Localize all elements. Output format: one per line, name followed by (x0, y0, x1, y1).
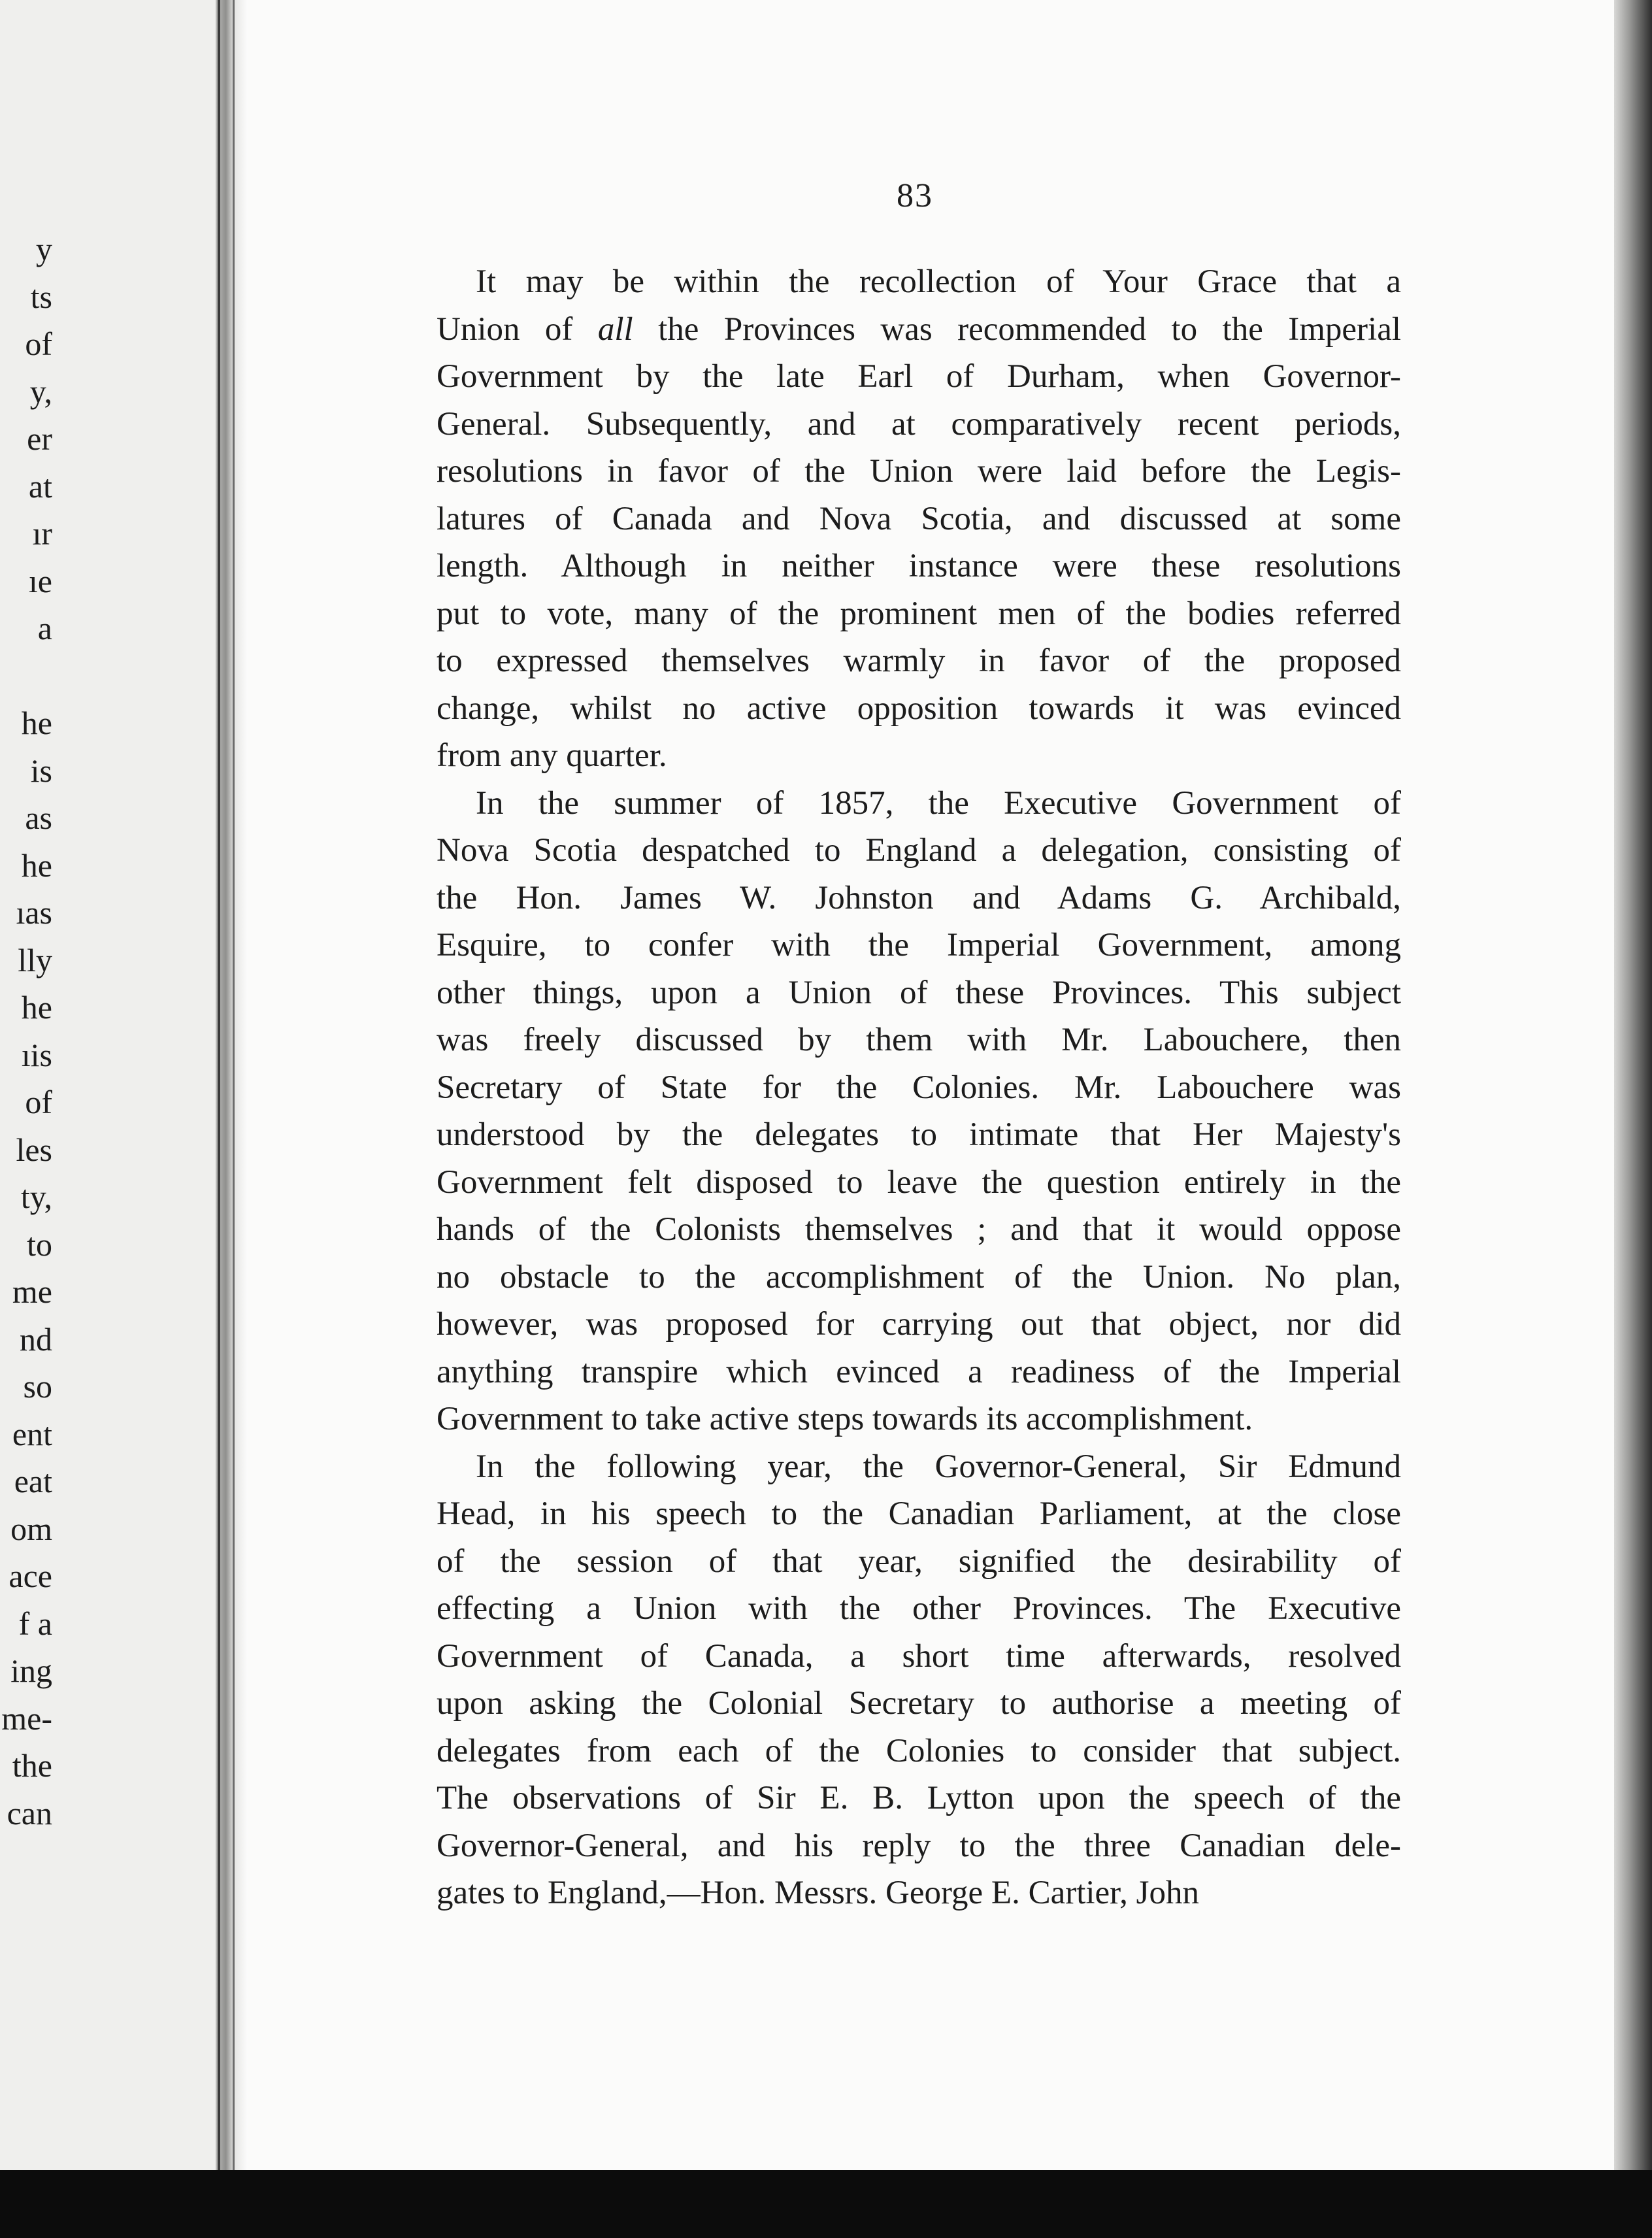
text-line: was freely discussed by them with Mr. Labouchere, then (437, 1022, 1401, 1058)
text-line: of the session of that year, signified the desirability of (437, 1543, 1401, 1580)
facing-page-fragment: a (37, 610, 52, 646)
facing-page-fragment: er (27, 420, 52, 457)
facing-page-fragment: ing (10, 1652, 52, 1689)
facing-page-fragment: ıis (21, 1036, 52, 1073)
text-line: gates to England,—Hon. Messrs. George E. Cartier, John (437, 1875, 1199, 1911)
facing-page-fragment: he (21, 989, 52, 1026)
facing-page-fragment: nd (20, 1320, 52, 1358)
text-line: put to vote, many of the prominent men of the bodies referred (437, 595, 1401, 632)
facing-page-fragment: om (10, 1510, 52, 1547)
facing-page-fragment: y, (29, 373, 52, 410)
text-line: length. Although in neither instance were these resolutions (437, 548, 1401, 584)
text-line: other things, upon a Union of these Provinces. This subject (437, 974, 1401, 1011)
facing-page-fragment: he (21, 846, 52, 884)
facing-page-fragment: f a (18, 1605, 52, 1642)
facing-page-fragment: of (25, 1084, 52, 1120)
paragraph (437, 258, 1401, 780)
facing-page-fragment: lly (18, 941, 52, 978)
text-line: Governor-General, and his reply to the three Canadian dele- (437, 1827, 1401, 1864)
text-line: Esquire, to confer with the Imperial Government, among (437, 927, 1401, 963)
facing-page-fragment: can (7, 1794, 52, 1831)
facing-page-fragment: the (12, 1747, 52, 1784)
text-line: hands of the Colonists themselves ; and that it would oppose (437, 1211, 1401, 1248)
paragraph (437, 780, 1401, 1443)
facing-page-fragment: ıas (16, 894, 52, 931)
facing-page-fragment: is (30, 752, 52, 789)
facing-page-fragment: me (12, 1273, 52, 1310)
facing-page-fragment: y (36, 231, 52, 267)
facing-page-fragment: me- (1, 1699, 52, 1737)
text-line: The observations of Sir E. B. Lytton upon the speech of the (437, 1780, 1401, 1816)
facing-page-fragment: at (28, 467, 52, 505)
paragraph (437, 1443, 1401, 1917)
facing-page-fragment: eat (14, 1463, 52, 1499)
gutter-shadow-line (233, 0, 235, 2177)
text-line: effecting a Union with the other Provinces. The Executive (437, 1590, 1401, 1627)
text-line: latures of Canada and Nova Scotia, and discussed at some (437, 500, 1401, 537)
text-line: understood by the delegates to intimate that Her Majesty's (437, 1116, 1401, 1153)
page-edge-shadow (1614, 0, 1652, 2177)
text-line: change, whilst no active opposition towards it was evinced (437, 690, 1401, 727)
facing-page-fragment: to (27, 1226, 52, 1263)
text-line: anything transpire which evinced a readiness of the Imperial (437, 1353, 1401, 1390)
facing-page-fragment: he (21, 705, 52, 741)
text-line: In the following year, the Governor-General, Sir Edmund (476, 1448, 1401, 1485)
text-line: General. Subsequently, and at comparatively recent periods, (437, 405, 1401, 443)
gutter-shadow-line (218, 0, 220, 2177)
body-text (437, 258, 1401, 1917)
facing-page-fragment: ıe (28, 562, 52, 599)
scan-bottom-border (0, 2170, 1652, 2238)
text-line: no obstacle to the accomplishment of the Union. No plan, (437, 1258, 1401, 1295)
facing-page-fragment: so (23, 1368, 52, 1405)
facing-page-fragment: ts (30, 278, 52, 315)
text-line: however, was proposed for carrying out that object, nor did (437, 1306, 1401, 1343)
text-line: Nova Scotia despatched to England a delegation, consisting of (437, 832, 1401, 869)
facing-page-fragment: of (25, 326, 52, 362)
text-line: In the summer of 1857, the Executive Government of (476, 784, 1401, 822)
text-line: Secretary of State for the Colonies. Mr. Labouchere was (437, 1069, 1401, 1106)
text-line: Government by the late Earl of Durham, when Governor- (437, 358, 1401, 395)
text-line: upon asking the Colonial Secretary to authorise a meeting of (437, 1685, 1401, 1722)
text-line: the Hon. James W. Johnston and Adams G. Archibald, (437, 879, 1401, 916)
facing-page-fragment: ace (8, 1558, 52, 1594)
text-line: from any quarter. (437, 737, 667, 774)
text-line: It may be within the recollection of Your Grace that a (476, 263, 1401, 300)
text-line: Head, in his speech to the Canadian Parliament, at the close (437, 1495, 1401, 1532)
page-number: 83 (897, 177, 933, 214)
emphasis: all (597, 310, 633, 348)
facing-page-fragment: ent (12, 1415, 52, 1452)
text-line: Government felt disposed to leave the question entirely in the (437, 1163, 1401, 1201)
facing-page-fragment (0, 652, 52, 700)
text-line: to expressed themselves warmly in favor of the proposed (437, 643, 1401, 679)
text-line: delegates from each of the Colonies to consider that subject. (437, 1732, 1401, 1769)
facing-page-fragment: les (16, 1131, 52, 1168)
facing-page-text-fragments (0, 225, 52, 1837)
facing-page-fragment: as (25, 799, 52, 836)
text-line: Government of Canada, a short time afterwards, resolved (437, 1637, 1401, 1675)
facing-page-fragment: ır (32, 515, 52, 552)
facing-page-fragment: ty, (20, 1178, 52, 1215)
text-line: Government to take active steps towards its accomplishment. (437, 1401, 1253, 1437)
text-line: Union of all the Provinces was recommended to the Imperial (437, 310, 1401, 348)
text-line: resolutions in favor of the Union were laid before the Legis- (437, 453, 1401, 490)
